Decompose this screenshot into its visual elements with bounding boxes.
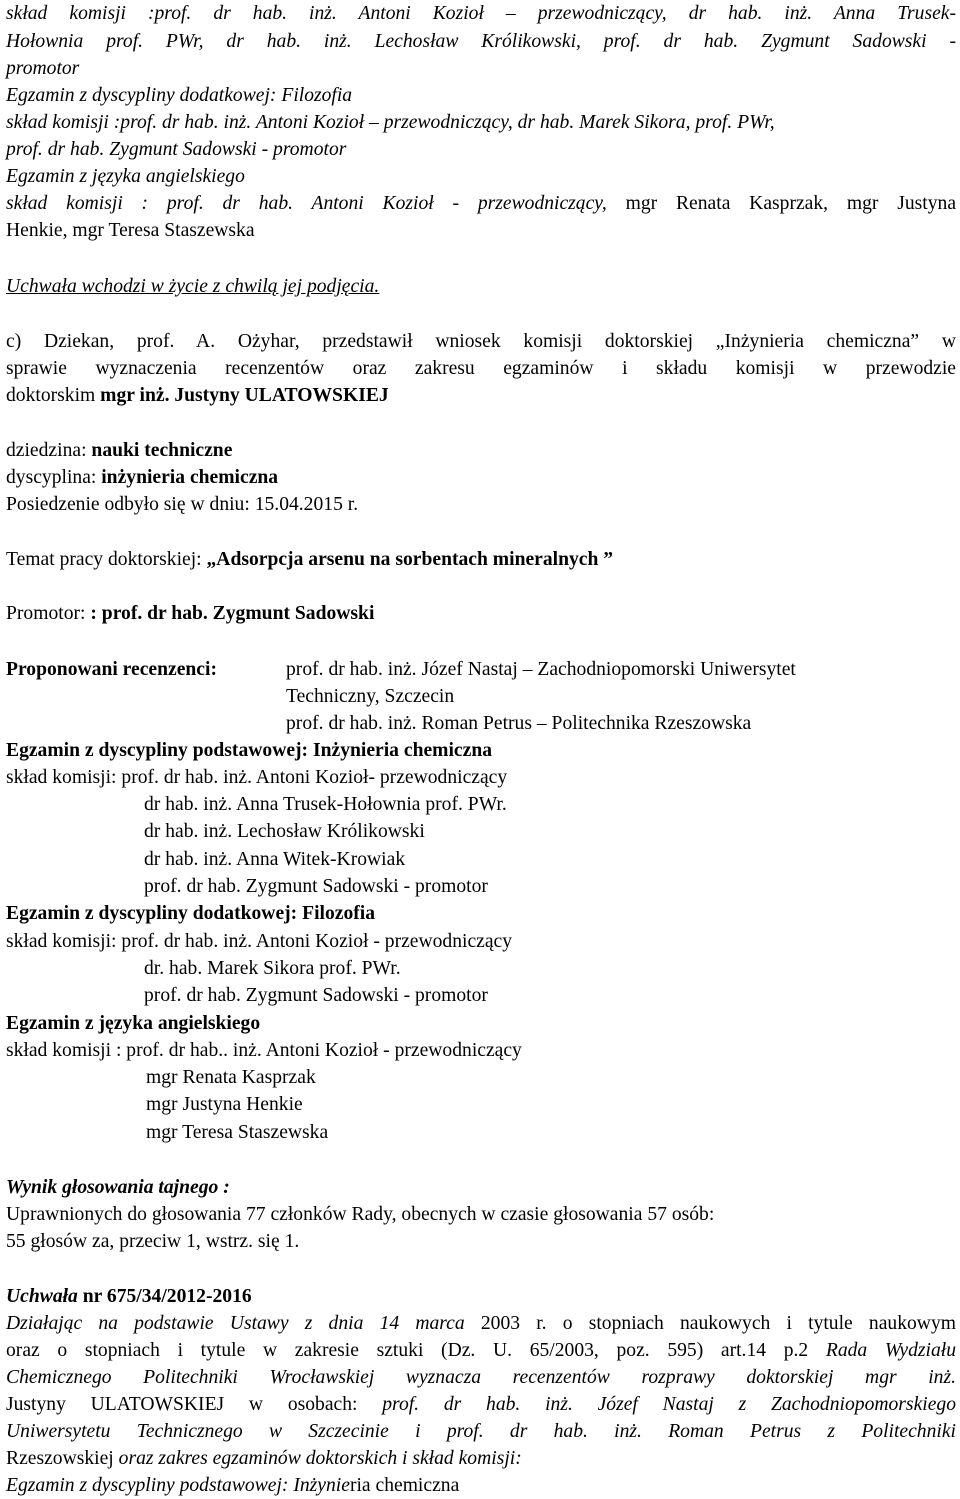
resolution-line-7 (6, 1472, 459, 1499)
resolution-line-3: Chemicznego Politechniki Wrocławskiej wyznacza recenzentów rozprawy doktorskiej mgr inż. (6, 1367, 956, 1388)
resolution-line-1-regular: 2003 r. o stopniach naukowych i tytule naukowym (464, 1313, 956, 1334)
language-exam-heading: Egzamin z języka angielskiego (6, 1013, 261, 1034)
additional-exam-member-3: prof. dr hab. Zygmunt Sadowski - promotor (144, 985, 488, 1006)
english-committee-line-1 (6, 190, 956, 217)
resolution-line-7-italic: Egzamin z dyscypliny podstawowej: Inżynie (6, 1475, 350, 1496)
reviewer-1-line-1: prof. dr hab. inż. Józef Nastaj – Zachodniopomorski Uniwersytet (286, 659, 796, 680)
resolution-line-1-italic: Działając na podstawie Ustawy z dnia 14 marca (6, 1313, 465, 1334)
resolution-line-4 (6, 1391, 956, 1418)
resolution-line-7-regular: ria chemiczna (349, 1475, 460, 1496)
resolution-title (6, 1283, 252, 1310)
discipline-line (6, 464, 278, 491)
resolution-word: Uchwała (6, 1286, 78, 1307)
resolution-line-1 (6, 1310, 956, 1337)
english-committee-chair: skład komisji : prof. dr hab. Antoni Kozioł (6, 193, 434, 214)
motion-line-1: c) Dziekan, prof. A. Ożyhar, przedstawił wniosek komisji doktorskiej „Inżynieria chemiczna” w (6, 331, 956, 352)
philosophy-committee-line-1: skład komisji :prof. dr hab. inż. Antoni Kozioł – przewodniczący, dr hab. Marek Sikora, prof. PWr, (6, 112, 775, 133)
meeting-date: Posiedzenie odbyło się w dniu: 15.04.2015 r. (6, 494, 359, 515)
language-exam-member-4: mgr Teresa Staszewska (146, 1122, 329, 1143)
resolution-line-5: Uniwersytetu Technicznego w Szczecinie i prof. dr hab. inż. Roman Petrus z Politechniki (6, 1421, 956, 1442)
resolution-line-6-italic: oraz zakres egzaminów doktorskich i skład komisji: (113, 1448, 522, 1469)
thesis-topic-value: „Adsorpcja arsenu na sorbentach mineralnych ” (206, 549, 614, 570)
english-committee-line-2: Henkie, mgr Teresa Staszewska (6, 220, 255, 241)
exam-english-heading: Egzamin z języka angielskiego (6, 166, 245, 187)
field-label: dziedzina: (6, 440, 92, 461)
supervisor-value: : prof. dr hab. Zygmunt Sadowski (90, 603, 375, 624)
english-committee-members: mgr Renata Kasprzak, mgr Justyna (606, 193, 957, 214)
vote-result-line-2: 55 głosów za, przeciw 1, wstrz. się 1. (6, 1231, 300, 1252)
main-exam-member-5: prof. dr hab. Zygmunt Sadowski - promotor (144, 876, 488, 897)
main-exam-heading: Egzamin z dyscypliny podstawowej: Inżynieria chemiczna (6, 740, 493, 761)
main-exam-member-3: dr hab. inż. Lechosław Królikowski (144, 821, 425, 842)
discipline-value: inżynieria chemiczna (101, 467, 279, 488)
supervisor-label: Promotor: (6, 603, 91, 624)
vote-result-heading: Wynik głosowania tajnego : (6, 1177, 230, 1198)
motion-line-3 (6, 382, 389, 409)
resolution-line-6 (6, 1445, 522, 1472)
resolution-effective-note: Uchwała wchodzi w życie z chwilą jej podjęcia. (6, 276, 380, 297)
main-exam-member-4: dr hab. inż. Anna Witek-Krowiak (144, 849, 406, 870)
additional-exam-member-2: dr. hab. Marek Sikora prof. PWr. (144, 958, 401, 979)
english-committee-role: - przewodniczący, (452, 193, 607, 214)
main-exam-member-1: skład komisji: prof. dr hab. inż. Antoni Kozioł- przewodniczący (6, 767, 508, 788)
reviewer-1-line-2: Techniczny, Szczecin (286, 686, 455, 707)
motion-text: doktorskim (6, 385, 101, 406)
language-exam-member-2: mgr Renata Kasprzak (146, 1067, 316, 1088)
resolution-number: nr 675/34/2012-2016 (77, 1286, 252, 1307)
reviewers-label: Proponowani recenzenci: (6, 659, 217, 680)
vote-result-line-1: Uprawnionych do głosowania 77 członków Rady, obecnych w czasie głosowania 57 osób: (6, 1204, 715, 1225)
motion-line-2: sprawie wyznaczenia recenzentów oraz zakresu egzaminów i składu komisji w przewodzie (6, 358, 956, 379)
language-exam-member-1: skład komisji : prof. dr hab.. inż. Antoni Kozioł - przewodniczący (6, 1040, 522, 1061)
field-line (6, 437, 232, 464)
resolution-line-2-regular: oraz o stopniach i tytule w zakresie sztuki (Dz. U. 65/2003, poz. 595) art.14 p.2 (6, 1340, 809, 1361)
language-exam-member-3: mgr Justyna Henkie (146, 1094, 303, 1115)
philosophy-committee-line-2: prof. dr hab. Zygmunt Sadowski - promotor (6, 139, 347, 160)
main-exam-member-2: dr hab. inż. Anna Trusek-Hołownia prof. PWr. (144, 794, 507, 815)
committee-line-1: skład komisji :prof. dr hab. inż. Antoni Kozioł – przewodniczący, dr hab. inż. Anna Trusek- (6, 3, 956, 24)
committee-line-3: promotor (6, 58, 80, 79)
discipline-label: dyscyplina: (6, 467, 102, 488)
additional-exam-member-1: skład komisji: prof. dr hab. inż. Antoni Kozioł - przewodniczący (6, 931, 513, 952)
resolution-line-4-regular: Justyny ULATOWSKIEJ w osobach: (6, 1394, 383, 1415)
additional-exam-heading: Egzamin z dyscypliny dodatkowej: Filozofia (6, 903, 376, 924)
supervisor-line (6, 600, 374, 627)
committee-line-2: Hołownia prof. PWr, dr hab. inż. Lechosław Królikowski, prof. dr hab. Zygmunt Sadowski - (6, 31, 956, 52)
candidate-name: mgr inż. Justyny ULATOWSKIEJ (100, 385, 389, 406)
resolution-line-4-italic: prof. dr hab. inż. Józef Nastaj z Zachodniopomorskiego (382, 1394, 956, 1415)
resolution-line-2-italic: Rada Wydziału (808, 1340, 956, 1361)
reviewer-2: prof. dr hab. inż. Roman Petrus – Politechnika Rzeszowska (286, 713, 752, 734)
exam-philosophy-heading: Egzamin z dyscypliny dodatkowej: Filozofia (6, 85, 353, 106)
thesis-topic-line (6, 546, 613, 573)
resolution-line-6-regular: Rzeszowskiej (6, 1448, 114, 1469)
resolution-line-2 (6, 1337, 956, 1364)
thesis-topic-label: Temat pracy doktorskiej: (6, 549, 207, 570)
field-value: nauki techniczne (91, 440, 233, 461)
